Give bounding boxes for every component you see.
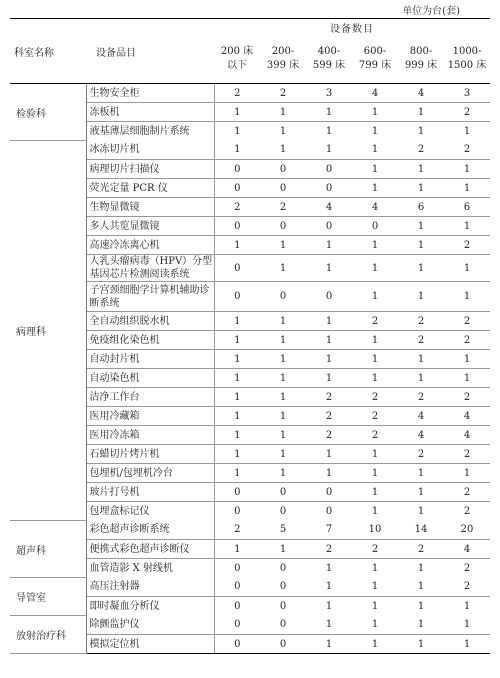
- quantity-cell: 10: [368, 524, 382, 536]
- table-header: [10, 19, 490, 84]
- quantity-cell: 2: [444, 502, 490, 521]
- quantity-cell: 1: [444, 635, 490, 654]
- bed-band-line2: 1500 床: [447, 60, 487, 71]
- quantity-cell: 2: [444, 236, 490, 255]
- quantity-cell: 1: [371, 581, 379, 593]
- quantity-cell: 1: [260, 388, 306, 407]
- quantity-cell: 1: [306, 255, 352, 282]
- quantity-cell: 1: [444, 282, 490, 312]
- quantity-cell: 1: [398, 160, 444, 179]
- quantity-cell: 1: [214, 464, 260, 483]
- quantity-cell: 4: [417, 87, 425, 99]
- quantity-cell: 5: [279, 524, 287, 536]
- quantity-cell: 1: [352, 445, 398, 464]
- quantity-cell: 1: [444, 160, 490, 179]
- quantity-cell: 0: [306, 217, 352, 236]
- quantity-cell: 1: [306, 103, 352, 122]
- quantity-cell: 0: [260, 179, 306, 198]
- quantity-cell: 1: [398, 350, 444, 369]
- bed-band-header: [398, 35, 444, 84]
- table-row: [10, 616, 490, 635]
- quantity-cell: 1: [260, 369, 306, 388]
- quantity-cell: 2: [444, 559, 490, 578]
- quantity-cell: 1: [306, 445, 352, 464]
- device-name: 子宫颈细胞学计算机辅助诊断系统: [86, 282, 214, 312]
- device-name: 高速冷冻离心机: [86, 236, 214, 255]
- quantity-cell: 2: [444, 445, 490, 464]
- quantity-cell: 0: [260, 559, 306, 578]
- quantity-cell: 1: [306, 122, 352, 141]
- quantity-cell: 1: [325, 581, 333, 593]
- device-name: 人乳头瘤病毒（HPV）分型基因芯片检测阅读系统: [86, 255, 214, 282]
- quantity-cell: 6: [398, 198, 444, 217]
- quantity-cell: 0: [306, 160, 352, 179]
- quantity-cell: 2: [306, 407, 352, 426]
- quantity-cell: 1: [352, 255, 398, 282]
- quantity-cell: 6: [444, 198, 490, 217]
- quantity-cell: 1: [306, 464, 352, 483]
- device-name: 医用冷藏箱: [86, 407, 214, 426]
- quantity-cell: 2: [306, 426, 352, 445]
- equipment-table-wrapper: [10, 18, 490, 675]
- quantity-cell: 0: [279, 619, 287, 631]
- department-name: 放射治疗科: [10, 616, 86, 654]
- quantity-cell: 1: [260, 236, 306, 255]
- quantity-cell: 2: [234, 524, 241, 536]
- bed-band-line2: 999 床: [404, 60, 438, 71]
- quantity-cell: 1: [214, 312, 260, 331]
- quantity-cell: 1: [260, 445, 306, 464]
- quantity-cell: 1: [214, 331, 260, 350]
- device-column-header: 设备品目: [86, 19, 214, 84]
- quantity-cell: 0: [214, 160, 260, 179]
- quantity-cell: 0: [306, 502, 352, 521]
- quantity-cell: 1: [214, 445, 260, 464]
- device-name: 便携式彩色超声诊断仪: [86, 540, 214, 559]
- quantity-cell: 1: [306, 331, 352, 350]
- quantity-cell: 1: [352, 597, 398, 616]
- department-name: 导管室: [10, 578, 86, 616]
- quantity-cell: 2: [398, 388, 444, 407]
- table-row: [10, 84, 490, 103]
- quantity-cell: 1: [352, 331, 398, 350]
- device-name: 高压注射器: [86, 578, 214, 597]
- bed-band-line2: 599 床: [312, 60, 346, 71]
- bed-band-header: [306, 35, 352, 84]
- quantity-cell: 1: [352, 483, 398, 502]
- quantity-cell: 1: [352, 160, 398, 179]
- bed-band-line2: 399 床: [266, 60, 300, 71]
- quantity-cell: 1: [260, 255, 306, 282]
- bed-band-line1: 200 床: [220, 46, 254, 57]
- quantity-cell: 1: [444, 597, 490, 616]
- device-name: 液基薄层细胞制片系统: [86, 122, 214, 141]
- quantity-cell: 1: [371, 619, 379, 631]
- quantity-cell: 1: [444, 350, 490, 369]
- quantity-cell: 4: [444, 426, 490, 445]
- bed-band-line2: 799 床: [358, 60, 392, 71]
- quantity-cell: 2: [444, 388, 490, 407]
- device-name: 即时凝血分析仪: [86, 597, 214, 616]
- quantity-cell: 1: [306, 559, 352, 578]
- quantity-cell: 1: [398, 635, 444, 654]
- quantity-cell: 0: [214, 179, 260, 198]
- quantity-cell: 1: [214, 236, 260, 255]
- quantity-cell: 1: [260, 464, 306, 483]
- quantity-cell: 1: [260, 312, 306, 331]
- quantity-cell: 1: [306, 312, 352, 331]
- department-name: 病理科: [10, 141, 86, 521]
- quantity-cell: 2: [260, 198, 306, 217]
- quantity-cell: 0: [260, 635, 306, 654]
- quantity-cell: 0: [260, 502, 306, 521]
- device-name: 模拟定位机: [86, 635, 214, 654]
- quantity-cell: 1: [444, 179, 490, 198]
- quantity-cell: 1: [444, 255, 490, 282]
- equipment-table: [10, 18, 490, 654]
- device-name: 自动染色机: [86, 369, 214, 388]
- quantity-cell: 1: [260, 350, 306, 369]
- quantity-cell: 1: [352, 350, 398, 369]
- quantity-cell: 0: [214, 483, 260, 502]
- quantity-group-header: 设备数目: [214, 19, 490, 36]
- device-name: 除颤监护仪: [86, 616, 214, 635]
- quantity-cell: 0: [279, 581, 287, 593]
- quantity-cell: 2: [352, 388, 398, 407]
- bed-band-line1: 800-: [409, 46, 433, 57]
- quantity-cell: 1: [352, 236, 398, 255]
- quantity-cell: 0: [306, 179, 352, 198]
- bed-band-line1: 200-: [271, 46, 295, 57]
- quantity-cell: 1: [398, 255, 444, 282]
- quantity-cell: 2: [417, 144, 425, 156]
- quantity-cell: 0: [260, 282, 306, 312]
- quantity-cell: 1: [398, 179, 444, 198]
- quantity-cell: 1: [214, 103, 260, 122]
- quantity-cell: 0: [234, 619, 241, 631]
- quantity-cell: 0: [214, 502, 260, 521]
- quantity-cell: 1: [260, 122, 306, 141]
- device-name: 免疫组化染色机: [86, 331, 214, 350]
- bed-band-header: [444, 35, 490, 84]
- quantity-cell: 1: [352, 179, 398, 198]
- quantity-cell: 2: [352, 540, 398, 559]
- quantity-cell: 3: [463, 87, 471, 99]
- quantity-cell: 2: [306, 540, 352, 559]
- quantity-cell: 0: [260, 217, 306, 236]
- quantity-cell: 14: [414, 524, 428, 536]
- quantity-cell: 2: [463, 144, 471, 156]
- quantity-cell: 2: [352, 426, 398, 445]
- device-name: 彩色超声诊断系统: [86, 521, 214, 540]
- quantity-cell: 1: [214, 407, 260, 426]
- quantity-cell: 2: [306, 388, 352, 407]
- quantity-cell: 1: [352, 122, 398, 141]
- quantity-cell: 1: [260, 331, 306, 350]
- device-name: 血管造影 X 射线机: [86, 559, 214, 578]
- quantity-cell: 0: [306, 483, 352, 502]
- table-row: [10, 141, 490, 160]
- quantity-cell: 1: [260, 103, 306, 122]
- quantity-cell: 1: [306, 597, 352, 616]
- device-name: 全自动组织脱水机: [86, 312, 214, 331]
- quantity-cell: 1: [352, 464, 398, 483]
- quantity-cell: 4: [398, 426, 444, 445]
- quantity-cell: 0: [214, 559, 260, 578]
- device-name: 玻片打号机: [86, 483, 214, 502]
- quantity-cell: 1: [417, 581, 425, 593]
- quantity-cell: 1: [398, 464, 444, 483]
- device-name: 冰冻切片机: [86, 141, 214, 160]
- department-name: 超声科: [10, 521, 86, 578]
- quantity-cell: 4: [398, 407, 444, 426]
- bed-band-line2: 以下: [227, 60, 247, 71]
- quantity-cell: 1: [371, 144, 379, 156]
- quantity-cell: 4: [352, 198, 398, 217]
- quantity-cell: 3: [325, 87, 333, 99]
- quantity-cell: 4: [306, 198, 352, 217]
- device-name: 生物显微镜: [86, 198, 214, 217]
- quantity-cell: 2: [214, 198, 260, 217]
- quantity-cell: 1: [234, 144, 241, 156]
- quantity-cell: 1: [214, 369, 260, 388]
- quantity-cell: 1: [398, 502, 444, 521]
- device-name: 医用冷冻箱: [86, 426, 214, 445]
- table-row: [10, 578, 490, 597]
- quantity-cell: 4: [444, 540, 490, 559]
- quantity-cell: 1: [214, 540, 260, 559]
- quantity-cell: 1: [398, 103, 444, 122]
- device-name: 洁净工作台: [86, 388, 214, 407]
- device-name: 石蜡切片烤片机: [86, 445, 214, 464]
- quantity-cell: 2: [444, 483, 490, 502]
- device-name: 生物安全柜: [86, 84, 214, 103]
- device-name: 包埋机/包埋机冷台: [86, 464, 214, 483]
- quantity-cell: 1: [260, 540, 306, 559]
- quantity-cell: 1: [306, 635, 352, 654]
- quantity-cell: 1: [260, 426, 306, 445]
- quantity-cell: 1: [352, 282, 398, 312]
- quantity-cell: 0: [260, 160, 306, 179]
- quantity-cell: 0: [306, 282, 352, 312]
- quantity-cell: 2: [398, 445, 444, 464]
- quantity-cell: 2: [444, 331, 490, 350]
- quantity-cell: 1: [444, 217, 490, 236]
- quantity-cell: 2: [398, 312, 444, 331]
- quantity-cell: 1: [398, 369, 444, 388]
- quantity-cell: 4: [444, 407, 490, 426]
- quantity-cell: 1: [214, 426, 260, 445]
- quantity-cell: 1: [398, 122, 444, 141]
- quantity-cell: 0: [352, 217, 398, 236]
- quantity-cell: 1: [352, 559, 398, 578]
- quantity-cell: 0: [260, 597, 306, 616]
- quantity-cell: 1: [398, 236, 444, 255]
- quantity-cell: 2: [398, 540, 444, 559]
- bed-band-header: [260, 35, 306, 84]
- quantity-cell: 1: [398, 483, 444, 502]
- quantity-cell: 1: [352, 635, 398, 654]
- quantity-cell: 1: [306, 350, 352, 369]
- quantity-cell: 1: [279, 144, 287, 156]
- department-name: 检验科: [10, 84, 86, 141]
- quantity-cell: 0: [260, 483, 306, 502]
- quantity-cell: 0: [234, 581, 241, 593]
- quantity-cell: 1: [398, 282, 444, 312]
- quantity-cell: 1: [352, 369, 398, 388]
- quantity-cell: 2: [444, 103, 490, 122]
- quantity-cell: 1: [463, 619, 471, 631]
- quantity-cell: 0: [214, 255, 260, 282]
- quantity-cell: 2: [279, 87, 287, 99]
- unit-note: 单位为台(套): [402, 6, 460, 17]
- bed-band-line1: 1000-: [452, 46, 482, 57]
- device-name: 包埋盒标记仪: [86, 502, 214, 521]
- device-name: 多人共览显微镜: [86, 217, 214, 236]
- quantity-cell: 1: [260, 407, 306, 426]
- quantity-cell: 0: [214, 217, 260, 236]
- quantity-cell: 1: [325, 619, 333, 631]
- quantity-cell: 1: [398, 217, 444, 236]
- quantity-cell: 2: [352, 407, 398, 426]
- quantity-cell: 1: [352, 502, 398, 521]
- quantity-cell: 2: [352, 312, 398, 331]
- device-name: 冻板机: [86, 103, 214, 122]
- device-name: 病理切片扫描仪: [86, 160, 214, 179]
- bed-band-header: [214, 35, 260, 84]
- quantity-cell: 0: [214, 282, 260, 312]
- quantity-cell: 1: [417, 619, 425, 631]
- quantity-cell: 2: [234, 87, 241, 99]
- quantity-cell: 1: [214, 350, 260, 369]
- quantity-cell: 1: [306, 369, 352, 388]
- quantity-cell: 2: [463, 581, 471, 593]
- table-row: [10, 521, 490, 540]
- quantity-cell: 1: [214, 388, 260, 407]
- bed-band-line1: 600-: [363, 46, 387, 57]
- quantity-cell: 1: [352, 103, 398, 122]
- dept-column-header: 科室名称: [10, 19, 86, 84]
- quantity-cell: 4: [371, 87, 379, 99]
- quantity-cell: 1: [306, 236, 352, 255]
- quantity-cell: 0: [214, 635, 260, 654]
- device-name: 荧光定量 PCR 仪: [86, 179, 214, 198]
- quantity-cell: 1: [444, 369, 490, 388]
- quantity-cell: 2: [444, 312, 490, 331]
- quantity-cell: 20: [460, 524, 474, 536]
- quantity-cell: 1: [214, 122, 260, 141]
- quantity-cell: 1: [444, 464, 490, 483]
- bed-band-header: [352, 35, 398, 84]
- quantity-cell: 0: [214, 597, 260, 616]
- quantity-cell: 7: [325, 524, 333, 536]
- bed-band-line1: 400-: [317, 46, 341, 57]
- quantity-cell: 1: [398, 559, 444, 578]
- quantity-cell: 2: [398, 331, 444, 350]
- table-body: [10, 84, 490, 654]
- device-name: 自动封片机: [86, 350, 214, 369]
- quantity-cell: 1: [325, 144, 333, 156]
- quantity-cell: 1: [398, 597, 444, 616]
- quantity-cell: 1: [444, 122, 490, 141]
